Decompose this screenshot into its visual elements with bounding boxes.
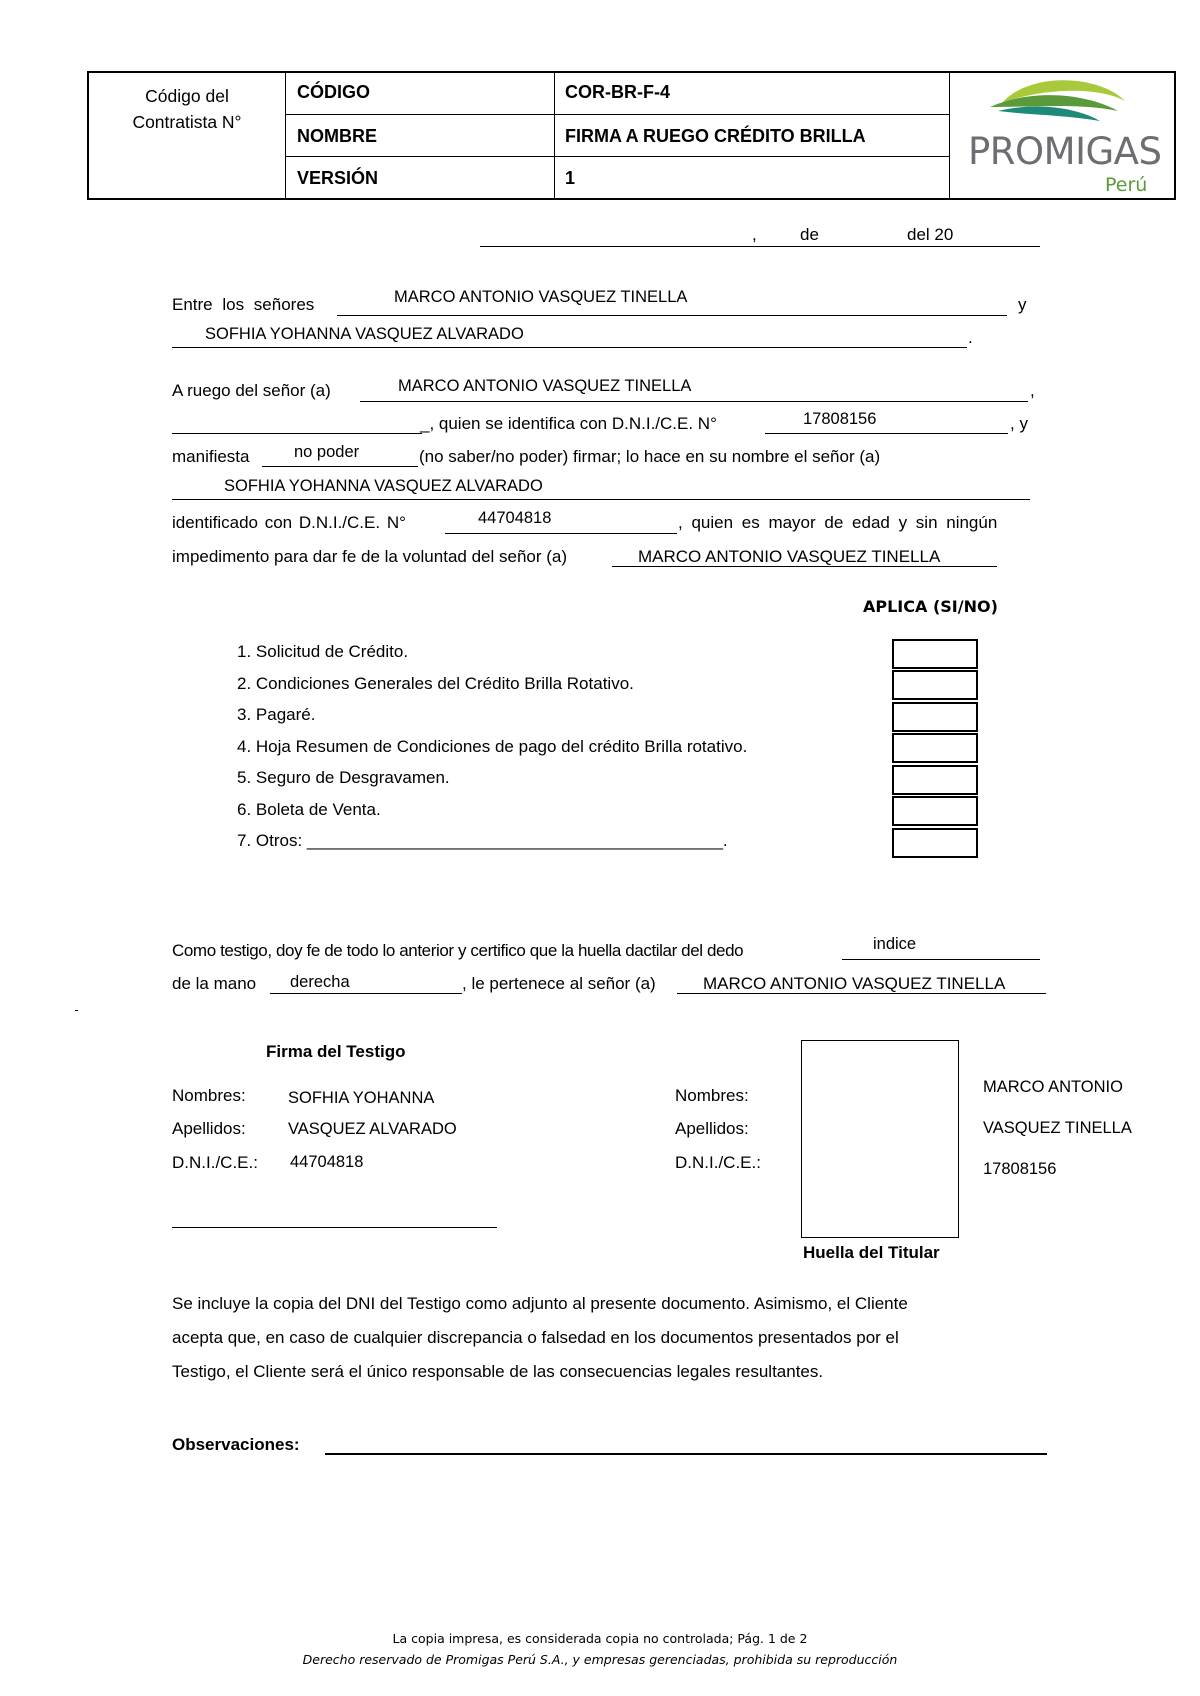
contractor-label-line1: Código del: [145, 86, 229, 106]
proxy-name: SOFHIA YOHANNA VASQUEZ ALVARADO: [224, 477, 543, 495]
party-1-name: MARCO ANTONIO VASQUEZ TINELLA: [394, 288, 688, 306]
manifiesta-label: manifiesta: [172, 447, 250, 466]
aplica-box-2[interactable]: [892, 670, 978, 700]
witness-line-2: de la mano: [172, 974, 257, 993]
logo-text-value: PROMIGAS: [968, 130, 1162, 173]
owner-name: MARCO ANTONIO VASQUEZ TINELLA: [703, 974, 1006, 993]
identified-rest: , quien es mayor de edad y sin ningún: [678, 513, 998, 532]
party-2-name: SOFHIA YOHANNA VASQUEZ ALVARADO: [205, 325, 524, 343]
holder-apellidos-label: Apellidos:: [675, 1119, 749, 1138]
footer-line-2: Derecho reservado de Promigas Perú S.A., y empresas gerenciadas, prohibida su reproducción: [302, 1652, 898, 1667]
manifiesta-rest: (no saber/no poder) firmar; lo hace en su nombre el señor (a): [419, 447, 881, 466]
request-id-value: 17808156: [803, 410, 877, 428]
version-label: VERSIÓN: [297, 168, 379, 188]
witness-title: Firma del Testigo: [266, 1042, 406, 1061]
disclaimer-line-2: acepta que, en caso de cualquier discrepancia o falsedad en los documentos presentados por el: [172, 1328, 899, 1347]
impediment-name: MARCO ANTONIO VASQUEZ TINELLA: [638, 547, 941, 566]
parties-and: y: [1018, 295, 1027, 314]
aplica-box-6[interactable]: [892, 796, 978, 826]
document-item-6: 6. Boleta de Venta.: [237, 800, 381, 819]
request-prefix: A ruego del señor (a): [172, 381, 331, 400]
date-comma: ,: [752, 225, 757, 244]
logo-text: [968, 130, 1161, 173]
date-del: del 20: [907, 225, 954, 244]
request-comma: ,: [1030, 381, 1035, 400]
finger-value: indice: [873, 935, 917, 953]
aplica-box-4[interactable]: [892, 733, 978, 763]
stray-mark: [75, 1010, 78, 1011]
footer-line-1: La copia impresa, es considerada copia no controlada; Pág. 1 de 2: [392, 1631, 808, 1646]
document-item-1: 1. Solicitud de Crédito.: [237, 642, 409, 661]
contractor-label-line2: Contratista N°: [132, 112, 242, 132]
holder-nombres-label: Nombres:: [675, 1086, 749, 1105]
document-item-7: 7. Otros: ____________________________________________.: [237, 831, 728, 850]
aplica-header: APLICA (SI/NO): [863, 597, 998, 616]
nombre-label: NOMBRE: [297, 126, 377, 146]
witness-nombres: SOFHIA YOHANNA: [288, 1089, 435, 1107]
impediment-label: impedimento para dar fe de la voluntad del señor (a): [172, 547, 568, 566]
codigo-value: COR-BR-F-4: [565, 82, 670, 102]
disclaimer-line-1: Se incluye la copia del DNI del Testigo como adjunto al presente documento. Asimismo, el Cliente: [172, 1294, 908, 1313]
codigo-label: CÓDIGO: [297, 82, 371, 102]
observaciones-label: Observaciones:: [172, 1435, 300, 1454]
nombre-value: FIRMA A RUEGO CRÉDITO BRILLA: [565, 126, 866, 146]
holder-dni-label: D.N.I./C.E.:: [675, 1153, 761, 1172]
fingerprint-box[interactable]: [801, 1040, 959, 1238]
holder-dni: 17808156: [983, 1160, 1057, 1178]
version-value: 1: [565, 168, 576, 188]
witness-apellidos-label: Apellidos:: [172, 1119, 246, 1138]
hand-value: derecha: [290, 973, 350, 991]
aplica-box-5[interactable]: [892, 765, 978, 795]
document-item-3: 3. Pagaré.: [237, 705, 316, 724]
date-de: de: [800, 225, 819, 244]
observaciones-line[interactable]: [325, 1453, 1047, 1455]
witness-signature-line: [172, 1227, 497, 1228]
aplica-box-3[interactable]: [892, 702, 978, 732]
manifiesta-value: no poder: [294, 443, 360, 461]
parties-end: .: [968, 328, 973, 347]
parties-prefix: Entre los señores: [172, 295, 315, 314]
logo-subtext: Perú: [1105, 174, 1148, 196]
document-item-5: 5. Seguro de Desgravamen.: [237, 768, 450, 787]
disclaimer-line-3: Testigo, el Cliente será el único responsable de las consecuencias legales resultantes.: [172, 1362, 824, 1381]
identified-label: identificado con D.N.I./C.E. N°: [172, 513, 406, 532]
witness-dni-label: D.N.I./C.E.:: [172, 1153, 258, 1172]
witness-nombres-label: Nombres:: [172, 1086, 246, 1105]
document-item-2: 2. Condiciones Generales del Crédito Brilla Rotativo.: [237, 674, 634, 693]
aplica-box-1[interactable]: [892, 639, 978, 669]
promigas-logo: [950, 73, 1175, 198]
header-table: [87, 71, 1176, 200]
contractor-label: [89, 83, 285, 135]
witness-line-2-rest: , le pertenece al señor (a): [462, 974, 656, 993]
request-y: , y: [1010, 414, 1028, 433]
proxy-id: 44704818: [478, 509, 552, 527]
witness-dni: 44704818: [290, 1153, 364, 1171]
aplica-box-7[interactable]: [892, 828, 978, 858]
request-id-text: _, quien se identifica con D.N.I./C.E. N°: [420, 414, 717, 433]
holder-nombres: MARCO ANTONIO: [983, 1078, 1123, 1096]
request-name: MARCO ANTONIO VASQUEZ TINELLA: [398, 377, 692, 395]
witness-apellidos: VASQUEZ ALVARADO: [288, 1120, 457, 1138]
holder-apellidos: VASQUEZ TINELLA: [983, 1119, 1132, 1137]
witness-line-1: Como testigo, doy fe de todo lo anterior y certifico que la huella dactilar del dedo: [172, 941, 744, 960]
document-item-4: 4. Hoja Resumen de Condiciones de pago del crédito Brilla rotativo.: [237, 737, 748, 756]
huella-label: Huella del Titular: [803, 1243, 940, 1262]
